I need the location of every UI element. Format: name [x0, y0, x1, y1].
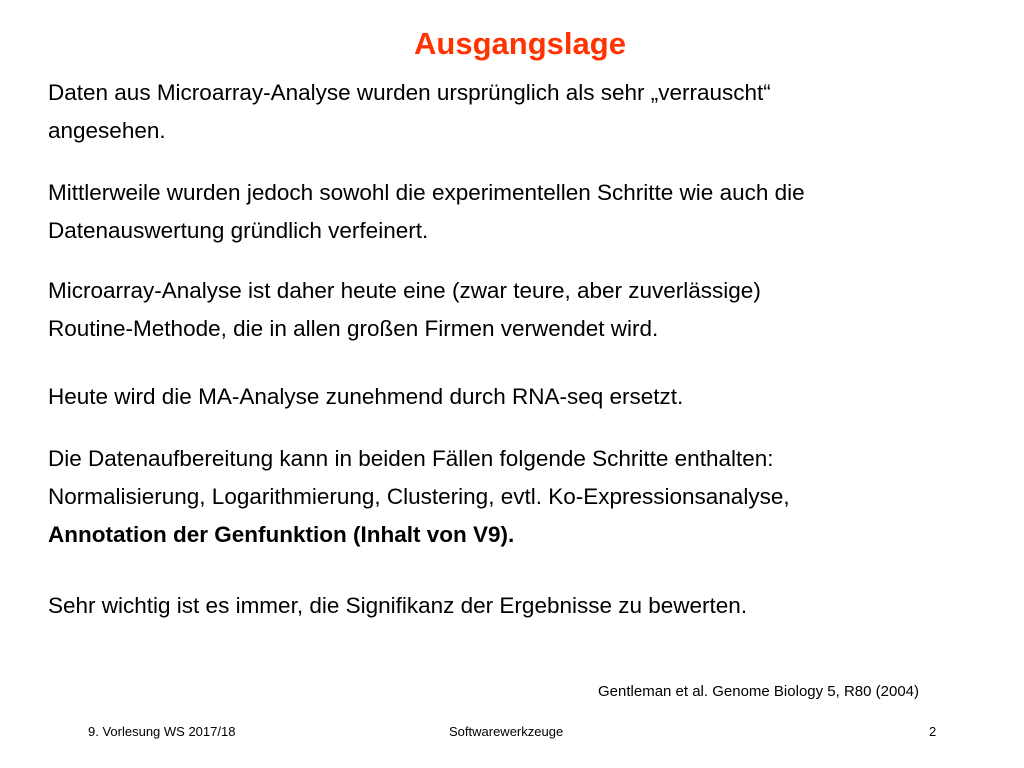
paragraph-routine-method	[48, 272, 1008, 348]
slide-title: Ausgangslage	[414, 26, 626, 61]
paragraph-line: Daten aus Microarray-Analyse wurden ursprünglich als sehr „verrauscht“	[48, 80, 771, 105]
paragraph-rna-seq	[48, 378, 1008, 416]
paragraph-significance	[48, 587, 1008, 625]
paragraph-line: Sehr wichtig ist es immer, die Signifikanz der Ergebnisse zu bewerten.	[48, 593, 748, 618]
paragraph-line: Datenauswertung gründlich verfeinert.	[48, 218, 429, 243]
paragraph-line: Mittlerweile wurden jedoch sowohl die experimentellen Schritte wie auch die	[48, 180, 805, 205]
footer-page-number: 2	[929, 724, 937, 739]
paragraph-line: Normalisierung, Logarithmierung, Clustering, evtl. Ko-Expressionsanalyse,	[48, 484, 790, 509]
footer-course: Softwarewerkzeuge	[449, 724, 564, 739]
paragraph-line: Heute wird die MA-Analyse zunehmend durch RNA-seq ersetzt.	[48, 384, 684, 409]
paragraph-line: Routine-Methode, die in allen großen Firmen verwendet wird.	[48, 316, 659, 341]
paragraph-line: Microarray-Analyse ist daher heute eine (zwar teure, aber zuverlässige)	[48, 278, 761, 303]
paragraph-line-bold: Annotation der Genfunktion (Inhalt von V9).	[48, 522, 515, 547]
paragraph-microarray-noise	[48, 74, 1008, 150]
paragraph-line: Die Datenaufbereitung kann in beiden Fällen folgende Schritte enthalten:	[48, 446, 774, 471]
citation: Gentleman et al. Genome Biology 5, R80 (2004)	[598, 683, 920, 700]
paragraph-line: angesehen.	[48, 118, 166, 143]
paragraph-refined-steps	[48, 174, 1008, 250]
footer-lecture: 9. Vorlesung WS 2017/18	[88, 724, 236, 739]
paragraph-data-processing	[48, 440, 1008, 554]
